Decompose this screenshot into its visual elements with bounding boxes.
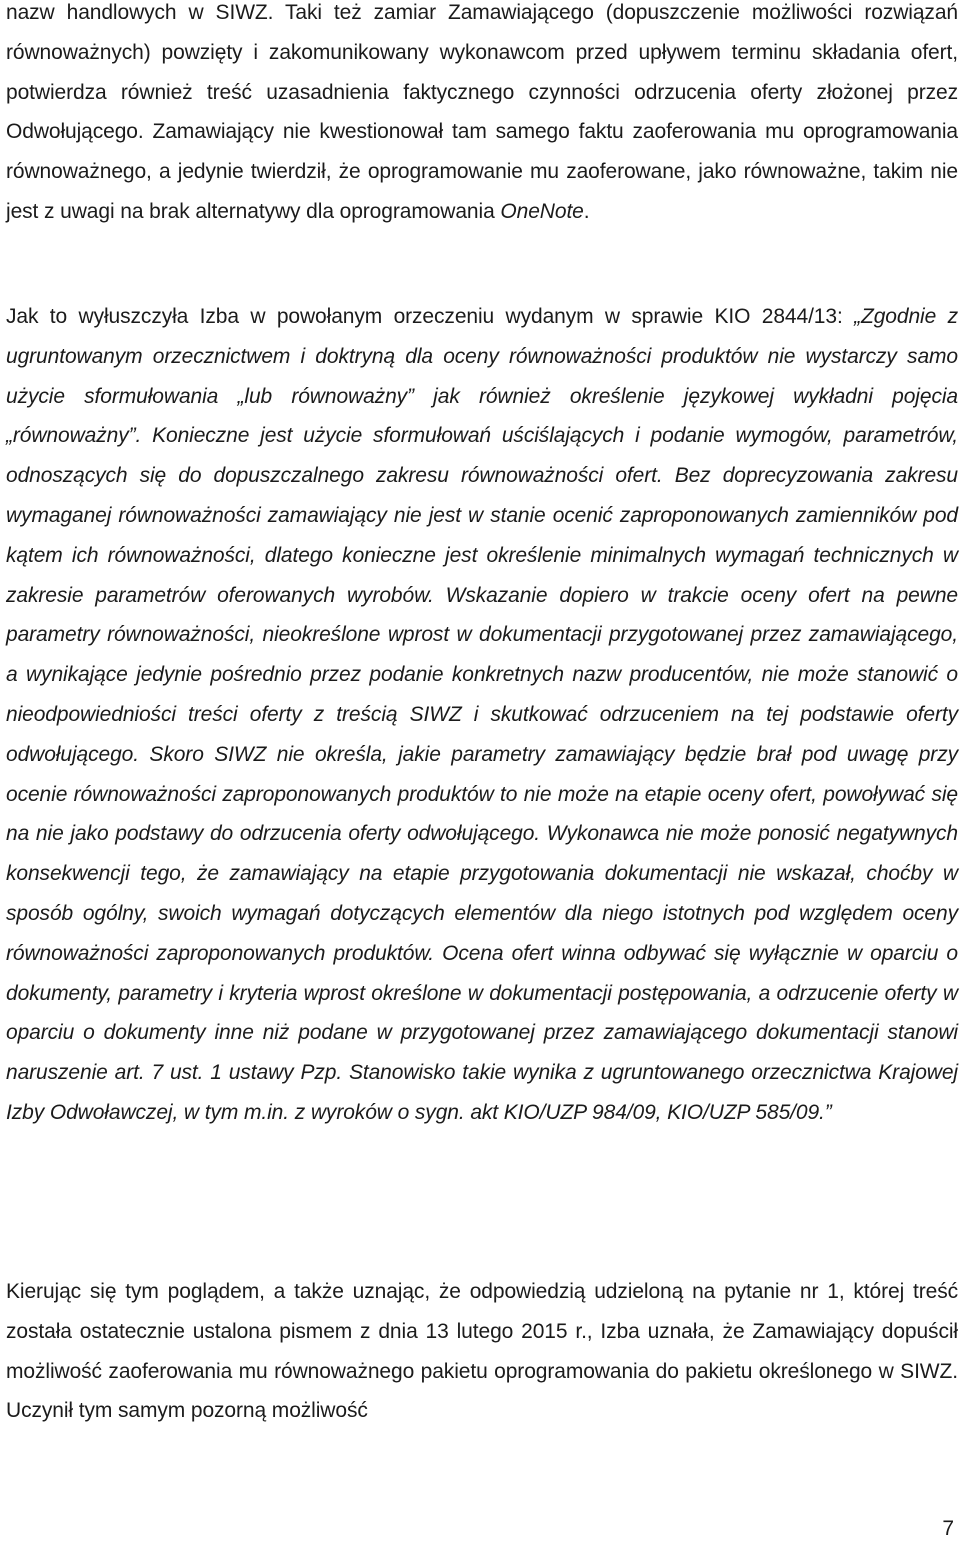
paragraph-3-text: Kierując się tym poglądem, a także uznając, że odpowiedzią udzieloną na pytanie nr 1, której treść została ostatecznie ustalona pismem z dnia 13 lutego 2015 r., Izba uznała, że Zamawiający dopuścił możliwość zaoferowania mu równoważnego pakietu oprogramowania do pakietu określonego w SIWZ. Uczynił tym samym pozorną możliwość bbox=[6, 1280, 958, 1423]
paragraph-1-text: nazw handlowych w SIWZ. Taki też zamiar Zamawiającego (dopuszczenie możliwości rozwiązań równoważnych) powzięty i zakomunikowany wykonawcom przed upływem terminu składania ofert, potwierdza również treść uzasadnienia faktycznego czynności odrzucenia oferty złożonej przez Odwołującego. Zamawiający nie kwestionował tam samego faktu zaoferowania mu oprogramowania równoważnego, a jedynie twierdził, że oprogramowanie mu zaoferowane, jako równoważne, takim nie jest z uwagi na brak alternatywy dla oprogramowania bbox=[6, 1, 958, 223]
page-number: 7 bbox=[942, 1517, 954, 1540]
paragraph-1 bbox=[6, 0, 958, 232]
paragraph-3 bbox=[6, 1272, 958, 1431]
paragraph-1-software-name: OneNote bbox=[500, 199, 584, 223]
paragraph-2-intro: Jak to wyłuszczyła Izba w powołanym orzeczeniu wydanym w sprawie KIO 2844/13: bbox=[6, 305, 855, 328]
paragraph-2 bbox=[6, 297, 958, 1133]
paragraph-2-quotation: „Zgodnie z ugruntowanym orzecznictwem i doktryną dla oceny równoważności produktów nie wystarczy samo użycie sformułowania „lub równoważny” jak również określenie językowej wykładni pojęcia „równoważny”. Konieczne jest użycie sformułowań uściślających i podanie wymogów, parametrów, odnoszących się do dopuszczalnego zakresu równoważności ofert. Bez doprecyzowania zakresu wymaganej równoważności zamawiający nie jest w stanie ocenić zaproponowanych zamienników pod kątem ich równoważności, dlatego konieczne jest określenie minimalnych wymagań technicznych w zakresie parametrów oferowanych wyrobów. Wskazanie dopiero w trakcie oceny ofert na pewne parametry równoważności, nieokreślone wprost w dokumentacji przygotowanej przez zamawiającego, a wynikające jedynie pośrednio przez podanie konkretnych nazw producentów, nie może stanowić o nieodpowiedniości treści oferty z treścią SIWZ i skutkować odrzuceniem na tej podstawie oferty odwołującego. Skoro SIWZ nie określa, jakie parametry zamawiający będzie brał pod uwagę przy ocenie równoważności zaproponowanych produktów to nie może na etapie oceny ofert, powoływać się na nie jako podstawy do odrzucenia oferty odwołującego. Wykonawca nie może ponosić negatywnych konsekwencji tego, że zamawiający na etapie przygotowania dokumentacji nie wskazał, choćby w sposób ogólny, swoich wymagań dotyczących elementów dla niego istotnych pod względem oceny równoważności zaproponowanych produktów. Ocena ofert winna odbywać się wyłącznie w oparciu o dokumenty, parametry i kryteria wprost określone w dokumentacji postępowania, a odrzucenie oferty w oparciu o dokumenty inne niż podane w przygotowanej przez zamawiającego dokumentacji stanowi naruszenie art. 7 ust. 1 ustawy Pzp. Stanowisko takie wynika z ugruntowanego orzecznictwa Krajowej Izby Odwoławczej, w tym m.in. z wyroków o sygn. akt KIO/UZP 984/09, KIO/UZP 585/09.” bbox=[6, 305, 958, 1124]
paragraph-1-end: . bbox=[583, 199, 590, 223]
